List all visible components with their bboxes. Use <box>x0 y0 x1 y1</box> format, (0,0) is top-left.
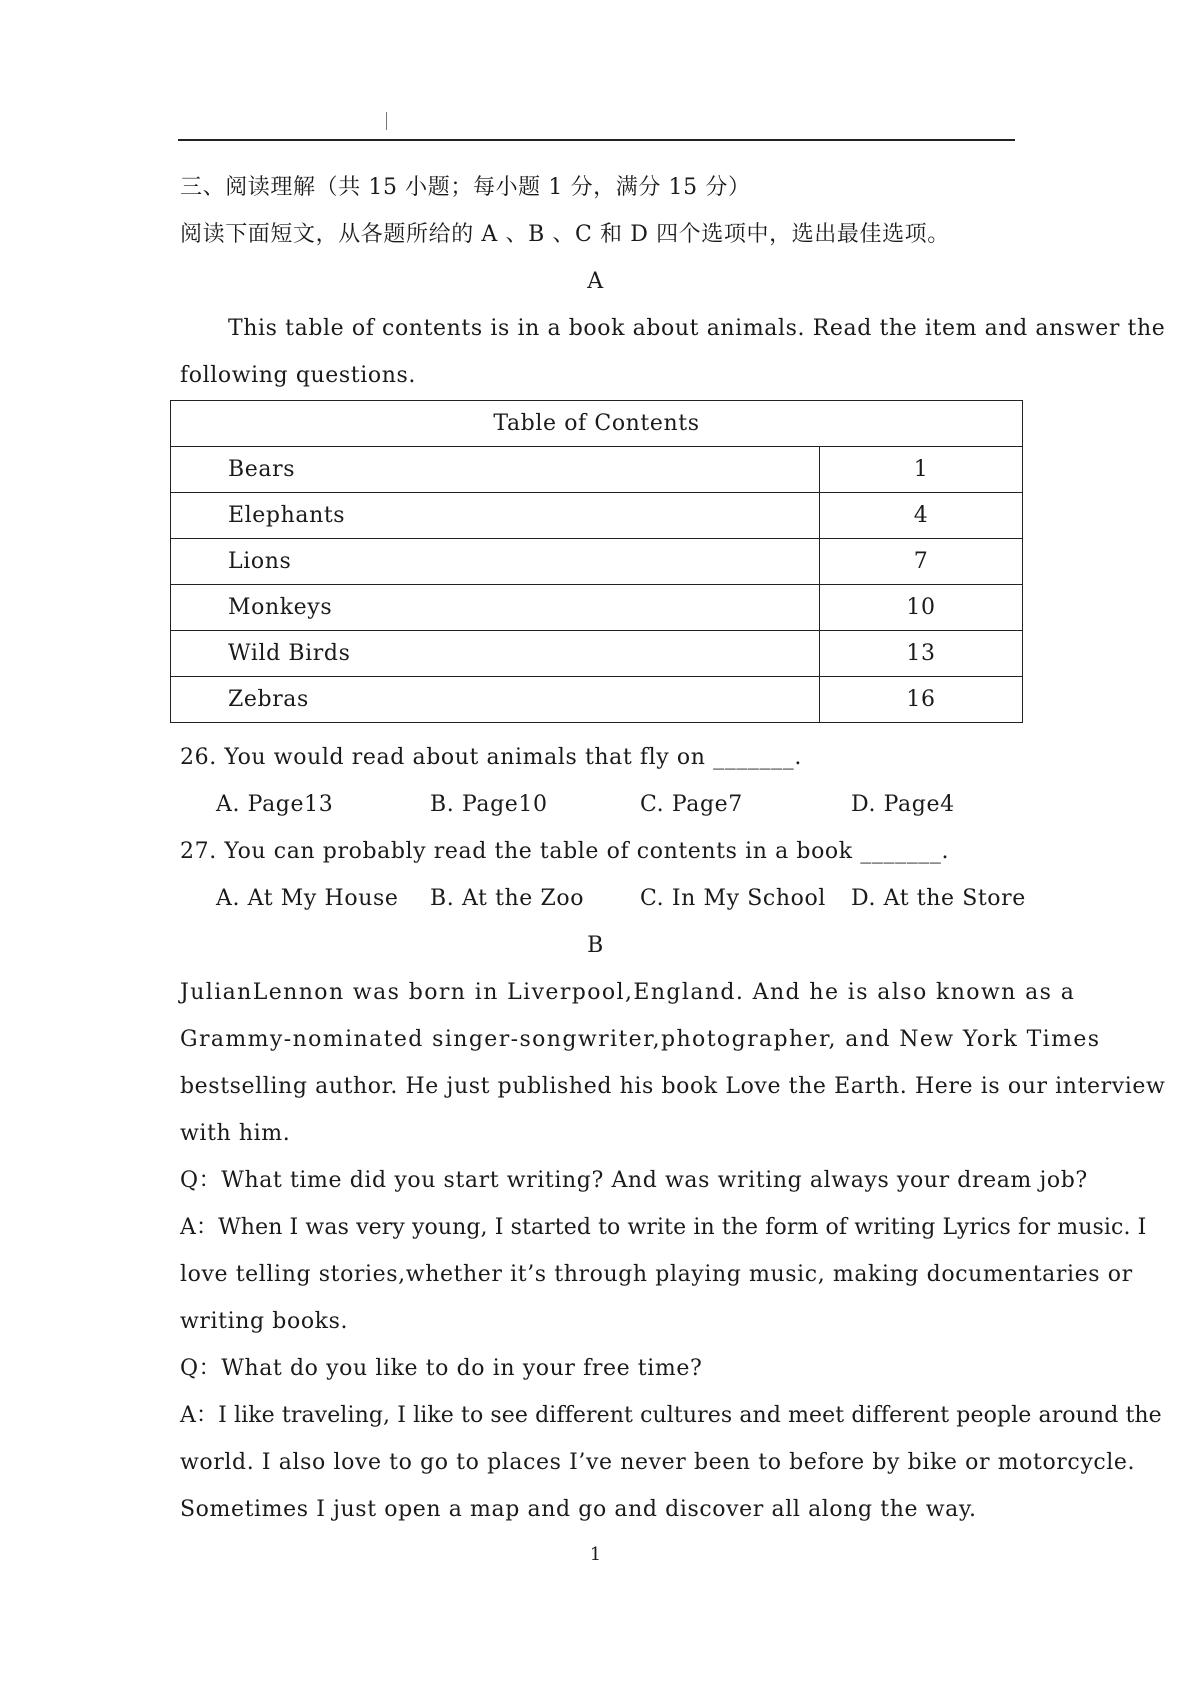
table-row <box>171 585 1023 631</box>
question-26-option-a: A. Page13 <box>216 792 334 817</box>
table-cell-topic: Wild Birds <box>171 631 820 677</box>
table-cell-topic: Monkeys <box>171 585 820 631</box>
interview-answer: A：I like traveling, I like to see different cultures and meet different people around the <box>180 1403 1162 1428</box>
interview-answer: love telling stories,whether it’s through playing music, making documentaries or <box>180 1262 1133 1287</box>
question-26-stem: 26. You would read about animals that fly on _______. <box>180 745 802 770</box>
table-cell-page: 10 <box>820 585 1023 631</box>
section-heading: 三、阅读理解（共 15 小题；每小题 1 分，满分 15 分） <box>180 175 751 200</box>
passage-a-intro-line-1: This table of contents is in a book about animals. Read the item and answer the <box>228 316 1166 341</box>
interview-answer: A：When I was very young, I started to write in the form of writing Lyrics for music. I <box>180 1215 1147 1240</box>
passage-b-label: B <box>587 933 604 958</box>
table-row <box>171 677 1023 723</box>
passage-b-line: with him. <box>180 1121 291 1146</box>
interview-answer: world. I also love to go to places I’ve never been to before by bike or motorcycle. <box>180 1450 1136 1475</box>
table-cell-topic: Lions <box>171 539 820 585</box>
passage-a-label: A <box>587 269 604 294</box>
interview-question: Q：What do you like to do in your free time? <box>180 1356 703 1381</box>
table-cell-page: 4 <box>820 493 1023 539</box>
table-cell-page: 13 <box>820 631 1023 677</box>
passage-b-line: bestselling author. He just published his book Love the Earth. Here is our interview <box>180 1074 1166 1099</box>
question-26-option-c: C. Page7 <box>640 792 743 817</box>
interview-answer: writing books. <box>180 1309 349 1334</box>
table-cell-topic: Elephants <box>171 493 820 539</box>
table-cell-topic: Bears <box>171 447 820 493</box>
table-title: Table of Contents <box>171 401 1023 447</box>
question-26-option-b: B. Page10 <box>430 792 548 817</box>
header-rule <box>178 139 1015 141</box>
question-27-option-b: B. At the Zoo <box>430 886 585 911</box>
passage-b-line: JulianLennon was born in Liverpool,England. And he is also known as a <box>180 980 1076 1005</box>
table-row <box>171 631 1023 677</box>
section-instruction: 阅读下面短文，从各题所给的 A 、B 、C 和 D 四个选项中，选出最佳选项。 <box>180 222 950 247</box>
page-number: 1 <box>589 1544 602 1565</box>
interview-answer: Sometimes I just open a map and go and discover all along the way. <box>180 1497 977 1522</box>
question-26-option-d: D. Page4 <box>851 792 955 817</box>
table-of-contents <box>170 400 1023 723</box>
table-row <box>171 493 1023 539</box>
question-27-stem: 27. You can probably read the table of contents in a book _______. <box>180 839 950 864</box>
question-27-option-c: C. In My School <box>640 886 826 911</box>
table-cell-page: 1 <box>820 447 1023 493</box>
passage-a-intro-line-2: following questions. <box>180 363 416 388</box>
interview-question: Q：What time did you start writing? And was writing always your dream job? <box>180 1168 1088 1193</box>
table-row <box>171 447 1023 493</box>
passage-b-line: Grammy-nominated singer-songwriter,photographer, and New York Times <box>180 1027 1101 1052</box>
table-cell-topic: Zebras <box>171 677 820 723</box>
table-row <box>171 539 1023 585</box>
table-cell-page: 16 <box>820 677 1023 723</box>
table-cell-page: 7 <box>820 539 1023 585</box>
question-27-option-a: A. At My House <box>216 886 399 911</box>
header-mark <box>386 112 387 130</box>
question-27-option-d: D. At the Store <box>851 886 1026 911</box>
